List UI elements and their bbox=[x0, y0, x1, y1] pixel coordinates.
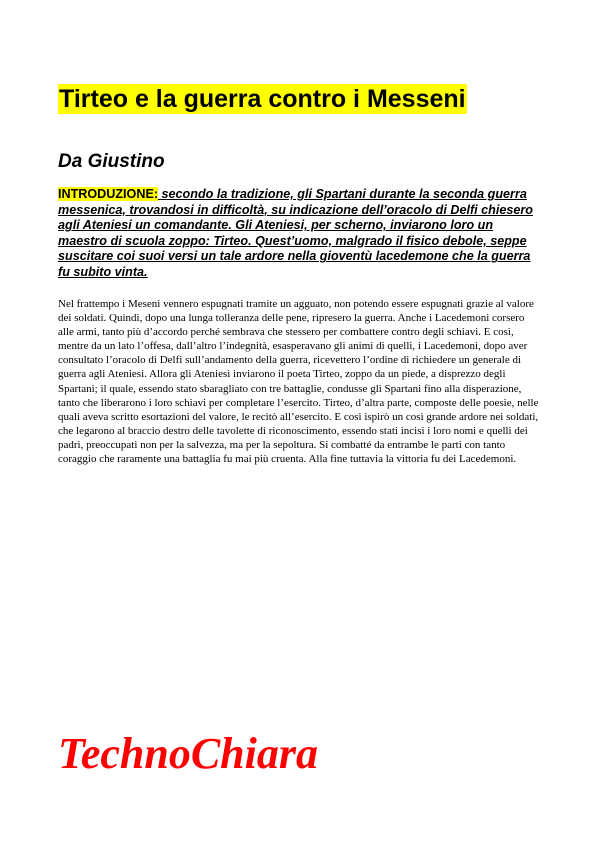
introduction-text: secondo la tradizione, gli Spartani durante la seconda guerra messenica, trovandosi in difficoltà, su indicazione dell’oracolo di Delfi chiesero agli Ateniesi un comandante. Gli Ateniesi, per scherno, inviarono loro un maestro di scuola zoppo: Tirteo. Quest’uomo, malgrado il fisico debole, seppe suscitare coi suoi versi un tale ardore nella gioventù lacedemone che la guerra fu subito vinta. bbox=[58, 187, 533, 279]
page-title: Tirteo e la guerra contro i Messeni bbox=[59, 85, 466, 113]
body-paragraph: Nel frattempo i Meseni vennero espugnati tramite un agguato, non potendo essere espugnati grazie al valore dei soldati. Quindi, dopo una lunga tolleranza delle pene, ripresero la guerra. Anche i Lacedemoni corsero alle armi, tanto più d’accordo perché sembrava che stessero per combattere contro degli schiavi. E così, mentre da un lato l’offesa, dall’altro l’indegnità, esasperavano gli animi di quelli, i Lacedemoni, dopo aver consultato l’oracolo di Delfi sull’andamento della guerra, ricevettero l’ordine di richiedere un generale di guerra agli Ateniesi. Allora gli Ateniesi inviarono il poeta Tirteo, zoppo da un piede, a disprezzo degli Spartani; il quale, essendo stato sbaragliato con tre battaglie, condusse gli Spartani fino alla disperazione, tanto che liberarono i loro schiavi per completare l’esercito. Tirteo, d’altra parte, composte delle poesie, nelle quali aveva scritto esortazioni del valore, le recitò all’esercito. E così ispirò un così grande ardore nei soldati, che legarono al braccio destro delle tavolette di riconoscimento, essendo stati incisi i loro nomi e quelli dei padri, preoccupati non per la salvezza, ma per la sepoltura. Si combatté da entrambe le parti con tanto coraggio che raramente una battaglia fu mai più cruenta. Alla fine tuttavia la vittoria fu dei Lacedemoni. bbox=[58, 298, 539, 466]
title-wrapper bbox=[58, 84, 467, 114]
introduction-paragraph bbox=[58, 187, 542, 281]
brand-watermark: TechnoChiara bbox=[58, 729, 319, 778]
introduction-label: INTRODUZIONE: bbox=[58, 187, 159, 201]
subtitle: Da Giustino bbox=[58, 151, 165, 172]
